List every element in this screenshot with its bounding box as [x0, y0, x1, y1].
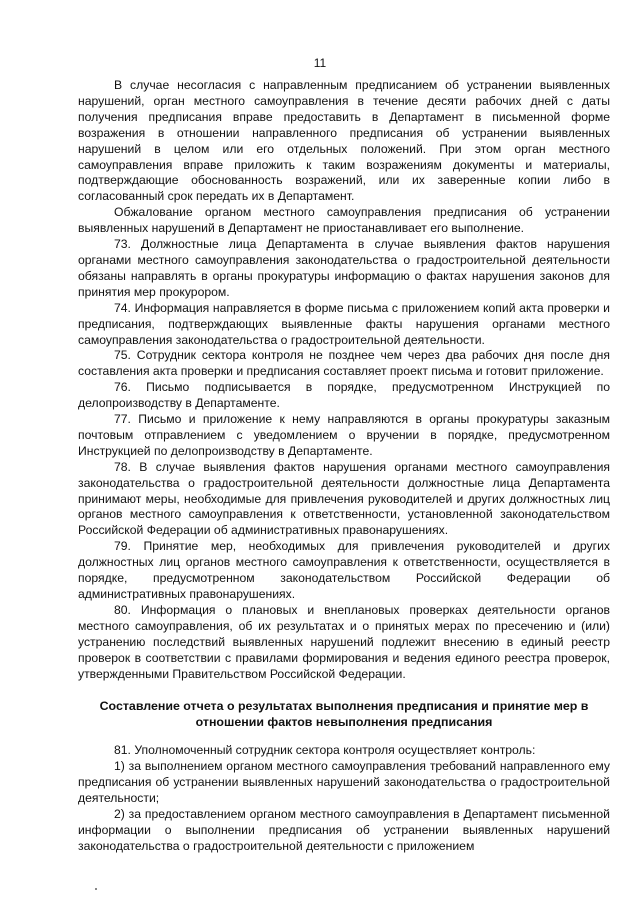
paragraph-76: 76. Письмо подписывается в порядке, предусмотренном Инструкцией по делопроизводству в Департаменте. [78, 380, 610, 411]
paragraph-75: 75. Сотрудник сектора контроля не позднее чем через два рабочих дня после дня составления акта проверки и предписания составляет проект письма и готовит приложение. [78, 348, 610, 379]
paragraph-74: 74. Информация направляется в форме письма с приложением копий акта проверки и предписания, подтверждающих выявленные факты нарушения органами местного самоуправления законодательства о градостроительной деятельности. [78, 300, 610, 347]
document-body [78, 78, 610, 855]
paragraph-79: 79. Принятие мер, необходимых для привлечения руководителей и других должностных лиц органов местного самоуправления к ответственности, осуществляется в порядке, предусмотренном законодательством Российской Федерации об административных правонарушениях. [78, 539, 610, 601]
section-heading: Составление отчета о результатах выполнения предписания и принятие мер в отношении фактов невыполнения предписания [99, 699, 589, 730]
paragraph-81: 81. Уполномоченный сотрудник сектора контроля осуществляет контроль: [114, 743, 536, 758]
list-item: 2) за предоставлением органом местного самоуправления в Департамент письменной информации о выполнении предписания об устранении выявленных нарушений законодательства о градостроительной деятельности с приложением [78, 806, 610, 853]
paragraph: Обжалование органом местного самоуправления предписания об устранении выявленных нарушений в Департамент не приостанавливает его выполнение. [78, 205, 610, 236]
paragraph-80: 80. Информация о плановых и внеплановых проверках деятельности органов местного самоуправления, об их результатах и о принятых мерах по пресечению и (или) устранению последствий выявленных нарушений подлежит внесению в единый реестр проверок в соответствии с правилами формирования и ведения единого реестра проверок, утвержденными Правительством Российской Федерации. [78, 602, 610, 681]
page-number: 11 [313, 56, 327, 70]
paragraph: В случае несогласия с направленным предписанием об устранении выявленных нарушений, орган местного самоуправления в течение десяти рабочих дней с даты получения предписания вправе предоставить в Департамент в письменной форме возражения в отношении направленного предписания об устранении выявленных нарушений в целом или его отдельных положений. При этом орган местного самоуправления вправе приложить к таким возражениям документы и материалы, подтверждающие обоснованность возражений, или их заверенные копии либо в согласованный срок передать их в Департамент. [78, 78, 610, 204]
paragraph-78: 78. В случае выявления фактов нарушения органами местного самоуправления законодательства о градостроительной деятельности должностные лица Департамента принимают меры, необходимые для привлечения руководителей и других должностных лиц органов местного самоуправления к ответственности, установленной законодательством Российской Федерации об административных правонарушениях. [78, 459, 610, 538]
list-item: 1) за выполнением органом местного самоуправления требований направленного ему предписания об устранении выявленных нарушений законодательства о градостроительной деятельности; [78, 759, 610, 805]
paragraph-77: 77. Письмо и приложение к нему направляются в органы прокуратуры заказным почтовым отправлением с уведомлением о вручении в порядке, предусмотренном Инструкцией по делопроизводству в Департаменте. [78, 412, 610, 458]
paragraph-73: 73. Должностные лица Департамента в случае выявления фактов нарушения органами местного самоуправления законодательства о градостроительной деятельности обязаны направлять в органы прокуратуры информацию о фактах нарушения законов для принятия мер прокурором. [78, 237, 610, 299]
scan-speck [95, 888, 97, 890]
